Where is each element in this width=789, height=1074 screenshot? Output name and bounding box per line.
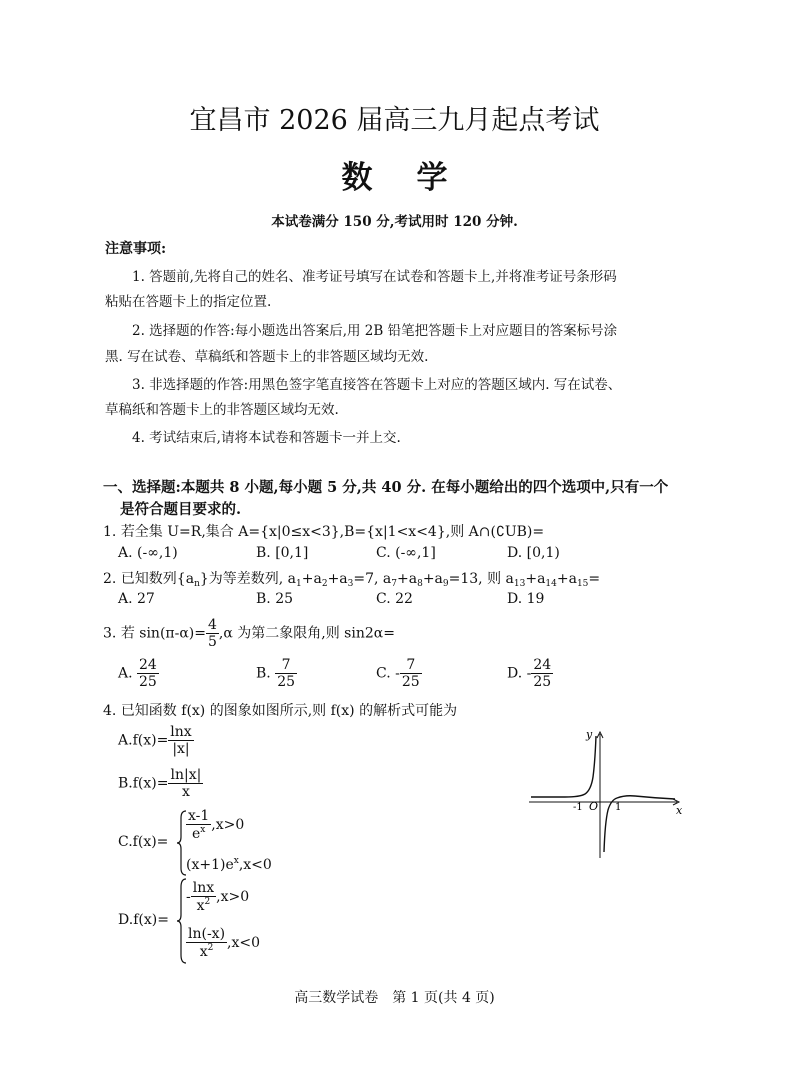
q4-option-c-line-2: (x+1)e xyxy=(186,857,234,873)
q3-option-b-label: B. xyxy=(256,665,271,682)
q4-option-c-cond-2: ,x<0 xyxy=(238,857,272,873)
question-1-text: 若全集 U=R,集合 A={x|0≤x<3},B={x|1<x<4},则 A∩(∁UB)= xyxy=(120,524,545,540)
q4-option-c-case-1 xyxy=(186,808,244,842)
q4-option-a-den: |x| xyxy=(172,741,190,758)
notice-1-line-2: 粘贴在答题卡上的指定位置. xyxy=(105,294,272,310)
q4-option-b-num: ln|x| xyxy=(170,767,202,783)
notice-3-line-1: 3. 非选择题的作答:用黑色签字笔直接答在答题卡上对应的答题区域内. 写在试卷、 xyxy=(132,377,622,393)
graph-curve-left xyxy=(531,736,596,797)
q4-option-d-case-2 xyxy=(186,926,260,960)
question-2: 2. 已知数列$\{a_n\}$为等差数列, $a_1+a_2+a_3=7$, $a_7+a_8+a_9=13$, 则 $a_{13}+a_{14}+a_{15}=$ xyxy=(103,571,601,589)
q2-eq-1: =7, xyxy=(353,571,379,587)
subject-char-1: 数 xyxy=(341,160,373,196)
q2-sub-14: 14 xyxy=(545,579,557,589)
section-1-line-1: 一、选择题:本题共 8 小题,每小题 5 分,共 40 分. 在每小题给出的四个选项中,只有一个 xyxy=(103,479,669,496)
question-3-pre: 若 sin(π-α)= xyxy=(120,625,206,642)
q3-option-d-label: D. xyxy=(507,665,523,682)
q3-option-d xyxy=(507,657,553,690)
question-1-number: 1. xyxy=(103,524,117,540)
q2-sub-2: 2 xyxy=(321,579,328,589)
section-1-line-2: 是符合题目要求的. xyxy=(120,501,242,518)
q4-option-b-label: B. xyxy=(118,775,133,792)
subject-title xyxy=(0,152,789,197)
q4-option-d-case-1 xyxy=(186,880,249,914)
q4-option-b-den: x xyxy=(181,784,190,801)
question-2-number: 2. xyxy=(103,571,117,587)
exam-title: 宜昌市 2026 届高三九月起点考试 xyxy=(189,105,600,136)
q3-option-a-label: A. xyxy=(118,665,133,682)
graph-x-label: x xyxy=(676,804,683,817)
q4-option-d-fx: f(x)= xyxy=(133,912,169,928)
q2-option-d: D. 19 xyxy=(507,591,545,607)
question-3-number: 3. xyxy=(103,625,117,642)
q3-option-b xyxy=(256,657,297,690)
q4-option-d-den-1: x xyxy=(196,898,205,915)
q4-option-c-cond-1: ,x>0 xyxy=(211,817,245,834)
q3-option-d-den: 25 xyxy=(533,674,552,691)
q4-option-a-num: lnx xyxy=(170,724,192,740)
question-2-text-c: }为等差数列, a xyxy=(199,571,297,587)
subject-char-2: 学 xyxy=(416,160,448,196)
q4-option-a-fx: f(x)= xyxy=(132,732,169,749)
q1-option-c: C. (-∞,1] xyxy=(376,545,436,561)
q4-option-a xyxy=(118,724,194,757)
q4-option-c-line-2-sup: x xyxy=(233,856,239,866)
q4-option-d-den-2-sup: 2 xyxy=(207,943,214,954)
q3-option-c-num: 7 xyxy=(400,657,422,674)
q3-option-b-num: 7 xyxy=(275,657,297,674)
q3-fraction xyxy=(206,617,219,650)
q2-option-b: B. 25 xyxy=(256,591,294,607)
q4-option-c-num: x-1 xyxy=(188,808,210,824)
q2-sub-1: 1 xyxy=(296,579,302,589)
question-4-number: 4. xyxy=(103,703,117,719)
graph-y-label: y xyxy=(586,728,593,741)
question-1 xyxy=(103,521,544,541)
q2-eq-2: =13, 则 xyxy=(448,571,502,587)
graph-origin-label: O xyxy=(589,800,599,813)
q4-option-d-head xyxy=(118,912,169,928)
q3-option-c xyxy=(376,657,422,690)
notice-3-line-2: 草稿纸和答题卡上的非答题区域均无效. xyxy=(105,402,339,418)
q2-option-a: A. 27 xyxy=(118,591,155,607)
question-3 xyxy=(103,617,395,650)
q3-option-a xyxy=(118,657,159,690)
exam-info: 本试卷满分 150 分,考试用时 120 分钟. xyxy=(271,214,518,230)
q4-option-b-fx: f(x)= xyxy=(132,775,169,792)
q4-option-c-den: e xyxy=(191,826,201,843)
notice-heading: 注意事项: xyxy=(105,241,167,257)
q2-sub-3: 3 xyxy=(347,579,354,589)
graph-tick-neg-1: -1 xyxy=(573,802,583,813)
q3-option-c-den: 25 xyxy=(401,674,420,691)
notice-1-line-1: 1. 答题前,先将自己的姓名、准考证号填写在试卷和答题卡上,并将准考证号条形码 xyxy=(132,269,617,285)
q2-sub-13: 13 xyxy=(513,579,526,589)
graph-tick-pos-1: 1 xyxy=(615,802,622,813)
q3-fraction-numerator: 4 xyxy=(207,617,217,633)
question-4-text: 已知函数 f(x) 的图象如图所示,则 f(x) 的解析式可能为 xyxy=(120,703,458,719)
question-2-text-a: 已知数列{a xyxy=(120,571,195,587)
q3-option-c-label: C. xyxy=(376,665,391,682)
q3-option-d-num: 24 xyxy=(533,657,552,673)
q3-option-d-sign: - xyxy=(526,665,532,682)
q4-option-d-num-1: lnx xyxy=(192,880,215,896)
q3-option-a-den: 25 xyxy=(139,674,157,691)
q4-option-d-label: D. xyxy=(118,912,134,928)
q4-option-d-den-2: x xyxy=(199,944,208,961)
q1-option-d: D. [0,1) xyxy=(507,545,560,561)
q2-sub-n: n xyxy=(194,579,200,589)
q4-option-c-case-2 xyxy=(186,856,272,873)
q4-option-d-cond-2: ,x<0 xyxy=(227,935,261,952)
q4-option-d-den-1-sup: 2 xyxy=(204,897,211,908)
q4-option-c-fx: f(x)= xyxy=(132,834,169,850)
q4-option-d-cond-1: ,x>0 xyxy=(216,889,250,906)
q2-option-c: C. 22 xyxy=(376,591,413,607)
q4-option-d-num-2: ln(-x) xyxy=(188,926,226,942)
q4-option-d-sign-1: - xyxy=(186,889,191,906)
q2-sub-8: 8 xyxy=(417,579,423,589)
q2-eq-3: = xyxy=(588,571,601,587)
notice-2-line-2: 黑. 写在试卷、草稿纸和答题卡上的非答题区域均无效. xyxy=(105,349,429,365)
q1-option-a: A. (-∞,1) xyxy=(118,545,178,561)
q4-function-graph xyxy=(525,722,690,862)
q4-option-b xyxy=(118,767,203,800)
notice-4-line-1: 4. 考试结束后,请将本试卷和答题卡一并上交. xyxy=(132,430,401,446)
notice-2-line-1: 2. 选择题的作答:每小题选出答案后,用 2B 铅笔把答题卡上对应题目的答案标号涂 xyxy=(132,323,618,339)
q3-option-c-sign: - xyxy=(395,665,400,682)
q3-option-b-den: 25 xyxy=(277,674,296,691)
q3-option-a-num: 24 xyxy=(139,657,157,673)
q2-sub-9: 9 xyxy=(442,579,449,589)
page-footer: 高三数学试卷 第 1 页(共 4 页) xyxy=(294,990,495,1006)
question-3-post: ,α 为第二象限角,则 sin2α= xyxy=(218,625,395,642)
q1-option-b: B. [0,1] xyxy=(256,545,309,561)
question-4 xyxy=(103,700,457,720)
q2-sub-15: 15 xyxy=(576,579,589,589)
q4-option-c-head xyxy=(118,834,168,850)
q2-sub-7: 7 xyxy=(391,579,398,589)
q4-option-a-label: A. xyxy=(118,732,133,749)
q4-option-c-den-sup: x xyxy=(200,825,206,836)
q3-fraction-denominator: 5 xyxy=(207,634,217,651)
q4-option-c-label: C. xyxy=(118,834,133,850)
